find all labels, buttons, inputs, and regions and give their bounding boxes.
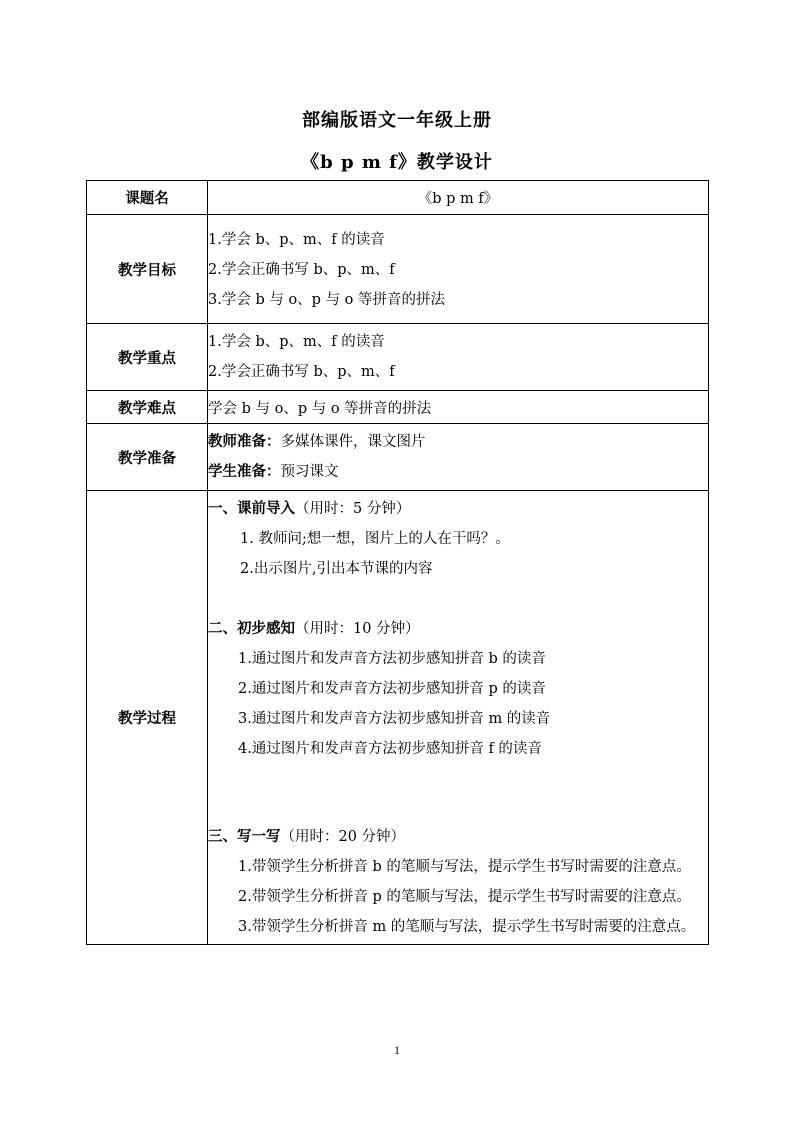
difficulty-value: 学会 b 与 o、p 与 o 等拼音的拼法	[208, 391, 709, 424]
goal-item: 1.学会 b、p、m、f 的读音	[208, 232, 385, 248]
student-preparation-value: 预习课文	[280, 464, 339, 480]
section-3-title: 三、写一写	[208, 828, 281, 845]
table-row-preparation	[87, 424, 709, 491]
section-2-title: 二、初步感知	[208, 620, 295, 637]
section-heading	[208, 822, 708, 852]
teacher-preparation-label: 教师准备：	[208, 433, 281, 450]
key-point-item: 1.学会 b、p、m、f 的读音	[208, 334, 385, 350]
topic-value: 《b p m f》	[208, 181, 709, 215]
difficulty-label: 教学难点	[87, 391, 208, 424]
preparation-content	[208, 424, 709, 491]
document-title: 部编版语文一年级上册	[302, 110, 492, 131]
process-label: 教学过程	[87, 491, 208, 945]
section-heading	[208, 494, 708, 524]
section-2-item: 3.通过图片和发声音方法初步感知拼音 m 的读音	[238, 711, 551, 727]
table-row-topic	[87, 181, 709, 215]
section-1-time: （用时：5 分钟）	[295, 501, 411, 517]
section-heading	[208, 614, 708, 644]
goals-content	[208, 215, 709, 324]
section-1-item: 2.出示图片,引出本节课的内容	[240, 561, 433, 577]
table-row-goals	[87, 215, 709, 324]
student-preparation	[208, 457, 708, 487]
section-2-item: 2.通过图片和发声音方法初步感知拼音 p 的读音	[238, 681, 546, 697]
key-points-label: 教学重点	[87, 324, 208, 391]
section-3-item: 3.带领学生分析拼音 m 的笔顺与写法，提示学生书写时需要的注意点。	[238, 919, 696, 935]
spacer	[208, 764, 708, 822]
document-subtitle: 《b p m f》教学设计	[301, 152, 493, 173]
page-number: 1	[394, 1043, 400, 1057]
section-1-title: 一、课前导入	[208, 500, 295, 517]
section-3-item: 1.带领学生分析拼音 b 的笔顺与写法，提示学生书写时需要的注意点。	[238, 859, 691, 875]
table-row-process	[87, 491, 709, 945]
goals-label: 教学目标	[87, 215, 208, 324]
key-points-content	[208, 324, 709, 391]
goal-item: 2.学会正确书写 b、p、m、f	[208, 262, 395, 278]
goal-item: 3.学会 b 与 o、p 与 o 等拼音的拼法	[208, 292, 446, 308]
topic-label: 课题名	[87, 181, 208, 215]
section-1-item: 1. 教师问;想一想，图片上的人在干吗？。	[240, 531, 510, 547]
table-row-key-points	[87, 324, 709, 391]
section-2-item: 1.通过图片和发声音方法初步感知拼音 b 的读音	[238, 651, 546, 667]
section-2-item: 4.通过图片和发声音方法初步感知拼音 f 的读音	[238, 741, 542, 757]
section-2-time: （用时：10 分钟）	[295, 621, 420, 637]
spacer	[208, 584, 708, 614]
teacher-preparation-value: 多媒体课件，课文图片	[280, 434, 426, 450]
table-row-difficulty	[87, 391, 709, 424]
section-3-item: 2.带领学生分析拼音 p 的笔顺与写法，提示学生书写时需要的注意点。	[238, 889, 691, 905]
student-preparation-label: 学生准备：	[208, 463, 281, 480]
process-content	[208, 491, 709, 945]
key-point-item: 2.学会正确书写 b、p、m、f	[208, 364, 395, 380]
preparation-label: 教学准备	[87, 424, 208, 491]
section-3-time: （用时：20 分钟）	[280, 829, 406, 845]
lesson-plan-table	[86, 180, 709, 945]
teacher-preparation	[208, 427, 708, 457]
